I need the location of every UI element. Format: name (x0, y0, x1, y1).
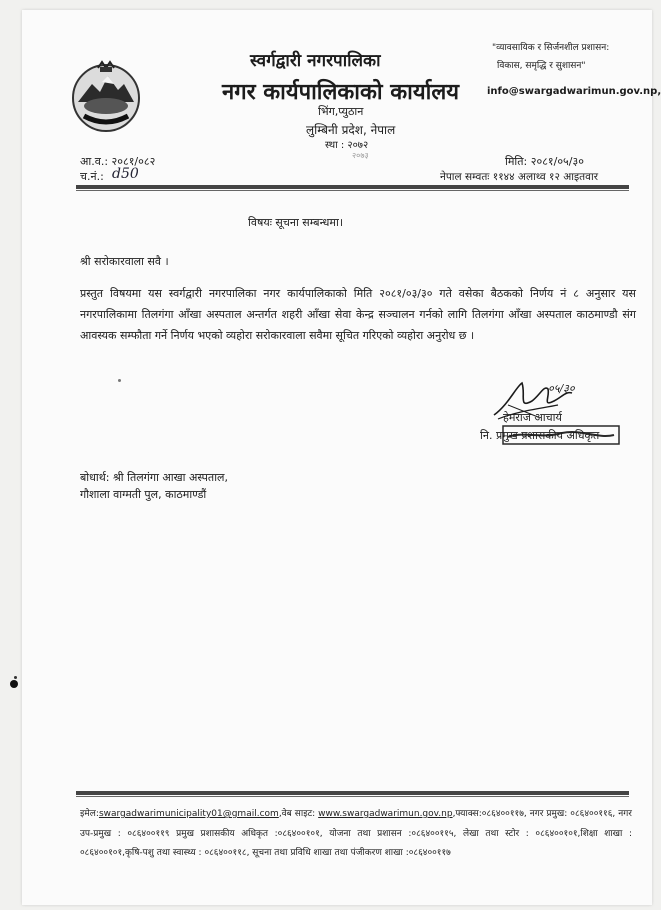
punch-hole-mark (10, 680, 18, 688)
footer-contact-numbers: ,फ्याक्स:०८६४००११७, नगर प्रमुख: ०८६४००११६, नगर उप-प्रमुख : ०८६४००११९ प्रमुख प्रशासकीय अधिकृत :०८६४००१०१, योजना तथा प्रशासन :०८६४००११५, लेखा तथा स्टोर : ०८६४००१०१,शिक्षा शाखा : ०८६४००१०१,कृषि-पशु तथा स्वास्थ्य : ०८६४००११८, सूचना तथा प्रविधि शाखा तथा पंजीकरण शाखा :०८६४००११७ (80, 809, 632, 858)
footer-email-label: इमेल: (80, 809, 99, 819)
signer-name: हेमराज आचार्य (503, 411, 562, 424)
municipality-name: स्वर्गद्वारी नगरपालिका (250, 51, 381, 71)
footer-website-link[interactable]: www.swargadwarimun.gov.np (318, 809, 453, 819)
slogan-line-2: विकास, समृद्धि र सुशासन" (497, 61, 586, 71)
nepal-sambat-date: नेपाल सम्वतः ११४४ अलाथ्व १२ आइतवार (440, 171, 599, 183)
salutation: श्री सरोकारवाला सवै । (80, 255, 169, 268)
fiscal-year: आ.व.: २०८१/०८२ (80, 155, 156, 168)
office-name: नगर कार्यपालिकाको कार्यालय (222, 80, 459, 105)
reference-label: च.नं.: (80, 170, 104, 183)
letter-body: प्रस्तुत विषयमा यस स्वर्गद्वारी नगरपालिका नगर कार्यपालिकाको मिति २०८१/०३/३० गते वसेका बैठकको निर्णय नं ८ अनुसार यस नगरपालिकामा तिलगंगा आँखा अस्पताल अन्तर्गत शहरी आँखा सेवा केन्द्र सञ्चालन गर्नको लागि तिलगंगा आँखा अस्पताल काठमाण्डौ संग आवस्यक सम्फौता गर्ने निर्णय भएको व्यहोरा सरोकारवाला सवैमा सूचित गरिएको व्यहोरा अनुरोध छ । (80, 287, 636, 342)
location-line-2: लुम्बिनी प्रदेश, नेपाल (306, 123, 396, 137)
punch-hole-speck (14, 676, 17, 679)
reference-number-handwritten: d50 (112, 166, 139, 182)
cc-line-2: गौशाला वाग्मती पुल, काठमाण्डौं (80, 488, 207, 501)
footer-divider (76, 791, 629, 795)
stamp-number: २०७३ (352, 151, 369, 160)
location-line-1: भिंग,प्युठान (318, 105, 364, 118)
footer-divider-thin (76, 796, 629, 797)
footer-email-link[interactable]: swargadwarimunicipality01@gmail.com (98, 809, 279, 819)
footer-website-label: ,वेब साइट: (278, 809, 316, 819)
signer-title: नि. प्रमुख प्रशासकीय अधिकृत (480, 429, 600, 442)
nepal-emblem-icon (68, 58, 144, 134)
header-email: info@swargadwarimun.gov.np, (487, 86, 661, 97)
header-divider-thin (76, 190, 629, 191)
letter-date: मिति: २०८१/०५/३० (505, 155, 584, 168)
slogan-line-1: "व्यावसायिक र सिर्जनशील प्रशासन: (492, 43, 610, 53)
cc-line-1: बोधार्थ: श्री तिलगंगा आखा अस्पताल, (80, 471, 229, 484)
footer-contacts (80, 805, 632, 864)
letter-subject: विषयः सूचना सम्बन्धमा। (248, 216, 343, 229)
ink-speck (118, 379, 121, 382)
established-year: स्था : २०७२ (325, 140, 369, 151)
header-divider (76, 185, 629, 189)
signature-date: ०५/३० (548, 382, 575, 395)
